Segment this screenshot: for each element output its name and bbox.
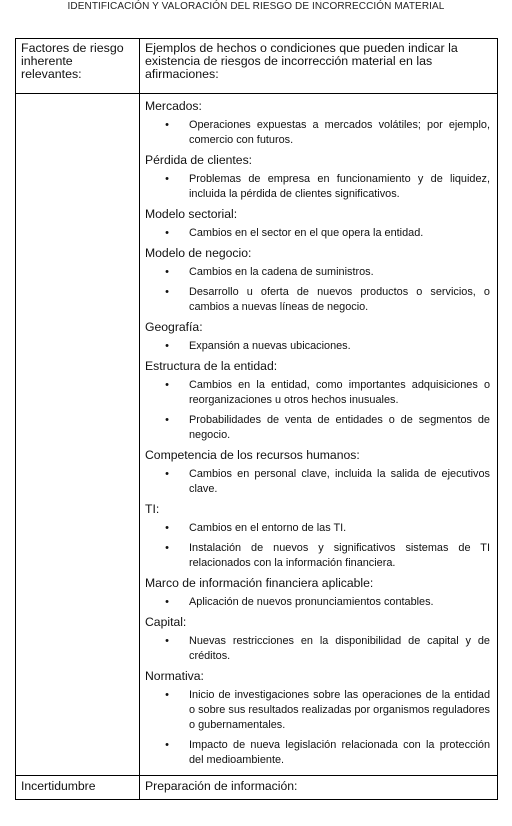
bullet-item [145, 265, 492, 280]
bullet-text: Instalación de nuevos y significativos sistemas de TI relacionados con la información financiera. [189, 542, 490, 569]
bullet-text: Cambios en el entorno de las TI. [189, 522, 347, 534]
bullet-item [145, 467, 492, 497]
bullet-text: Problemas de empresa en funcionamiento y de liquidez, incluida la pérdida de clientes significativos. [189, 173, 490, 200]
category-heading: Estructura de la entidad: [145, 359, 278, 373]
bullet-item [145, 378, 492, 408]
bullet-item [145, 521, 492, 536]
bullet-item [145, 541, 492, 571]
bullet-item [145, 413, 492, 443]
category-heading: Geografía: [145, 320, 203, 334]
bullet-text: Inicio de investigaciones sobre las operaciones de la entidad o sobre sus resultados realizadas por organismos reguladores o gubernamentales. [189, 689, 490, 731]
page-header: IDENTIFICACIÓN Y VALORACIÓN DEL RIESGO DE INCORRECCIÓN MATERIAL [67, 1, 445, 12]
bullet-text: Cambios en personal clave, incluida la salida de ejecutivos clave. [189, 468, 490, 495]
bullet-text: Cambios en la entidad, como importantes adquisiciones o reorganizaciones u otros hechos inusuales. [189, 379, 490, 406]
bullet-icon: • [165, 635, 169, 647]
bullet-icon: • [165, 266, 169, 278]
table-row [16, 94, 498, 776]
bullet-text: Cambios en el sector en el que opera la entidad. [189, 227, 424, 239]
bullet-icon: • [165, 286, 169, 298]
table-row-last [16, 776, 498, 800]
bullet-icon: • [165, 379, 169, 391]
factor-cell-empty [16, 94, 140, 776]
category-heading: Mercados: [145, 99, 202, 113]
bullet-item [145, 595, 492, 610]
bullet-item [145, 226, 492, 241]
bullet-icon: • [165, 739, 169, 751]
bullet-icon: • [165, 227, 169, 239]
examples-cell [140, 94, 498, 776]
bullet-item [145, 118, 492, 148]
bullet-text: Cambios en la cadena de suministros. [189, 266, 374, 278]
bullet-text: Expansión a nuevas ubicaciones. [189, 340, 351, 352]
col2-header: Ejemplos de hechos o condiciones que pueden indicar la existencia de riesgos de incorrección material en las afirmaciones: [140, 39, 498, 94]
category-heading: Competencia de los recursos humanos: [145, 448, 360, 462]
table-header-row [16, 39, 498, 94]
bullet-icon: • [165, 173, 169, 185]
bullet-icon: • [165, 542, 169, 554]
category-heading: Modelo de negocio: [145, 246, 252, 260]
example-cell: Preparación de información: [140, 776, 498, 800]
risk-factors-table [15, 38, 498, 800]
bullet-text: Nuevas restricciones en la disponibilidad de capital y de créditos. [189, 635, 490, 662]
bullet-icon: • [165, 119, 169, 131]
bullet-icon: • [165, 340, 169, 352]
category-heading: Pérdida de clientes: [145, 153, 253, 167]
col1-header: Factores de riesgo inherente relevantes: [16, 39, 140, 94]
bullet-item [145, 172, 492, 202]
category-heading: TI: [145, 502, 160, 516]
bullet-item [145, 285, 492, 315]
category-heading: Normativa: [145, 669, 204, 683]
bullet-item [145, 339, 492, 354]
bullet-text: Desarrollo u oferta de nuevos productos o servicios, o cambios a nuevas líneas de negocio. [189, 286, 490, 313]
bullet-item [145, 634, 492, 664]
category-heading: Marco de información financiera aplicable: [145, 576, 374, 590]
bullet-icon: • [165, 414, 169, 426]
bullet-icon: • [165, 596, 169, 608]
bullet-text: Operaciones expuestas a mercados volátiles; por ejemplo, comercio con futuros. [189, 119, 490, 146]
category-heading: Capital: [145, 615, 187, 629]
bullet-text: Impacto de nueva legislación relacionada con la protección del medioambiente. [189, 739, 490, 766]
bullet-text: Probabilidades de venta de entidades o de segmentos de negocio. [189, 414, 490, 441]
bullet-text: Aplicación de nuevos pronunciamientos contables. [189, 596, 434, 608]
bullet-item [145, 688, 492, 733]
category-heading: Modelo sectorial: [145, 207, 238, 221]
bullet-icon: • [165, 522, 169, 534]
factor-cell: Incertidumbre [16, 776, 140, 800]
bullet-item [145, 738, 492, 768]
bullet-icon: • [165, 689, 169, 701]
bullet-icon: • [165, 468, 169, 480]
